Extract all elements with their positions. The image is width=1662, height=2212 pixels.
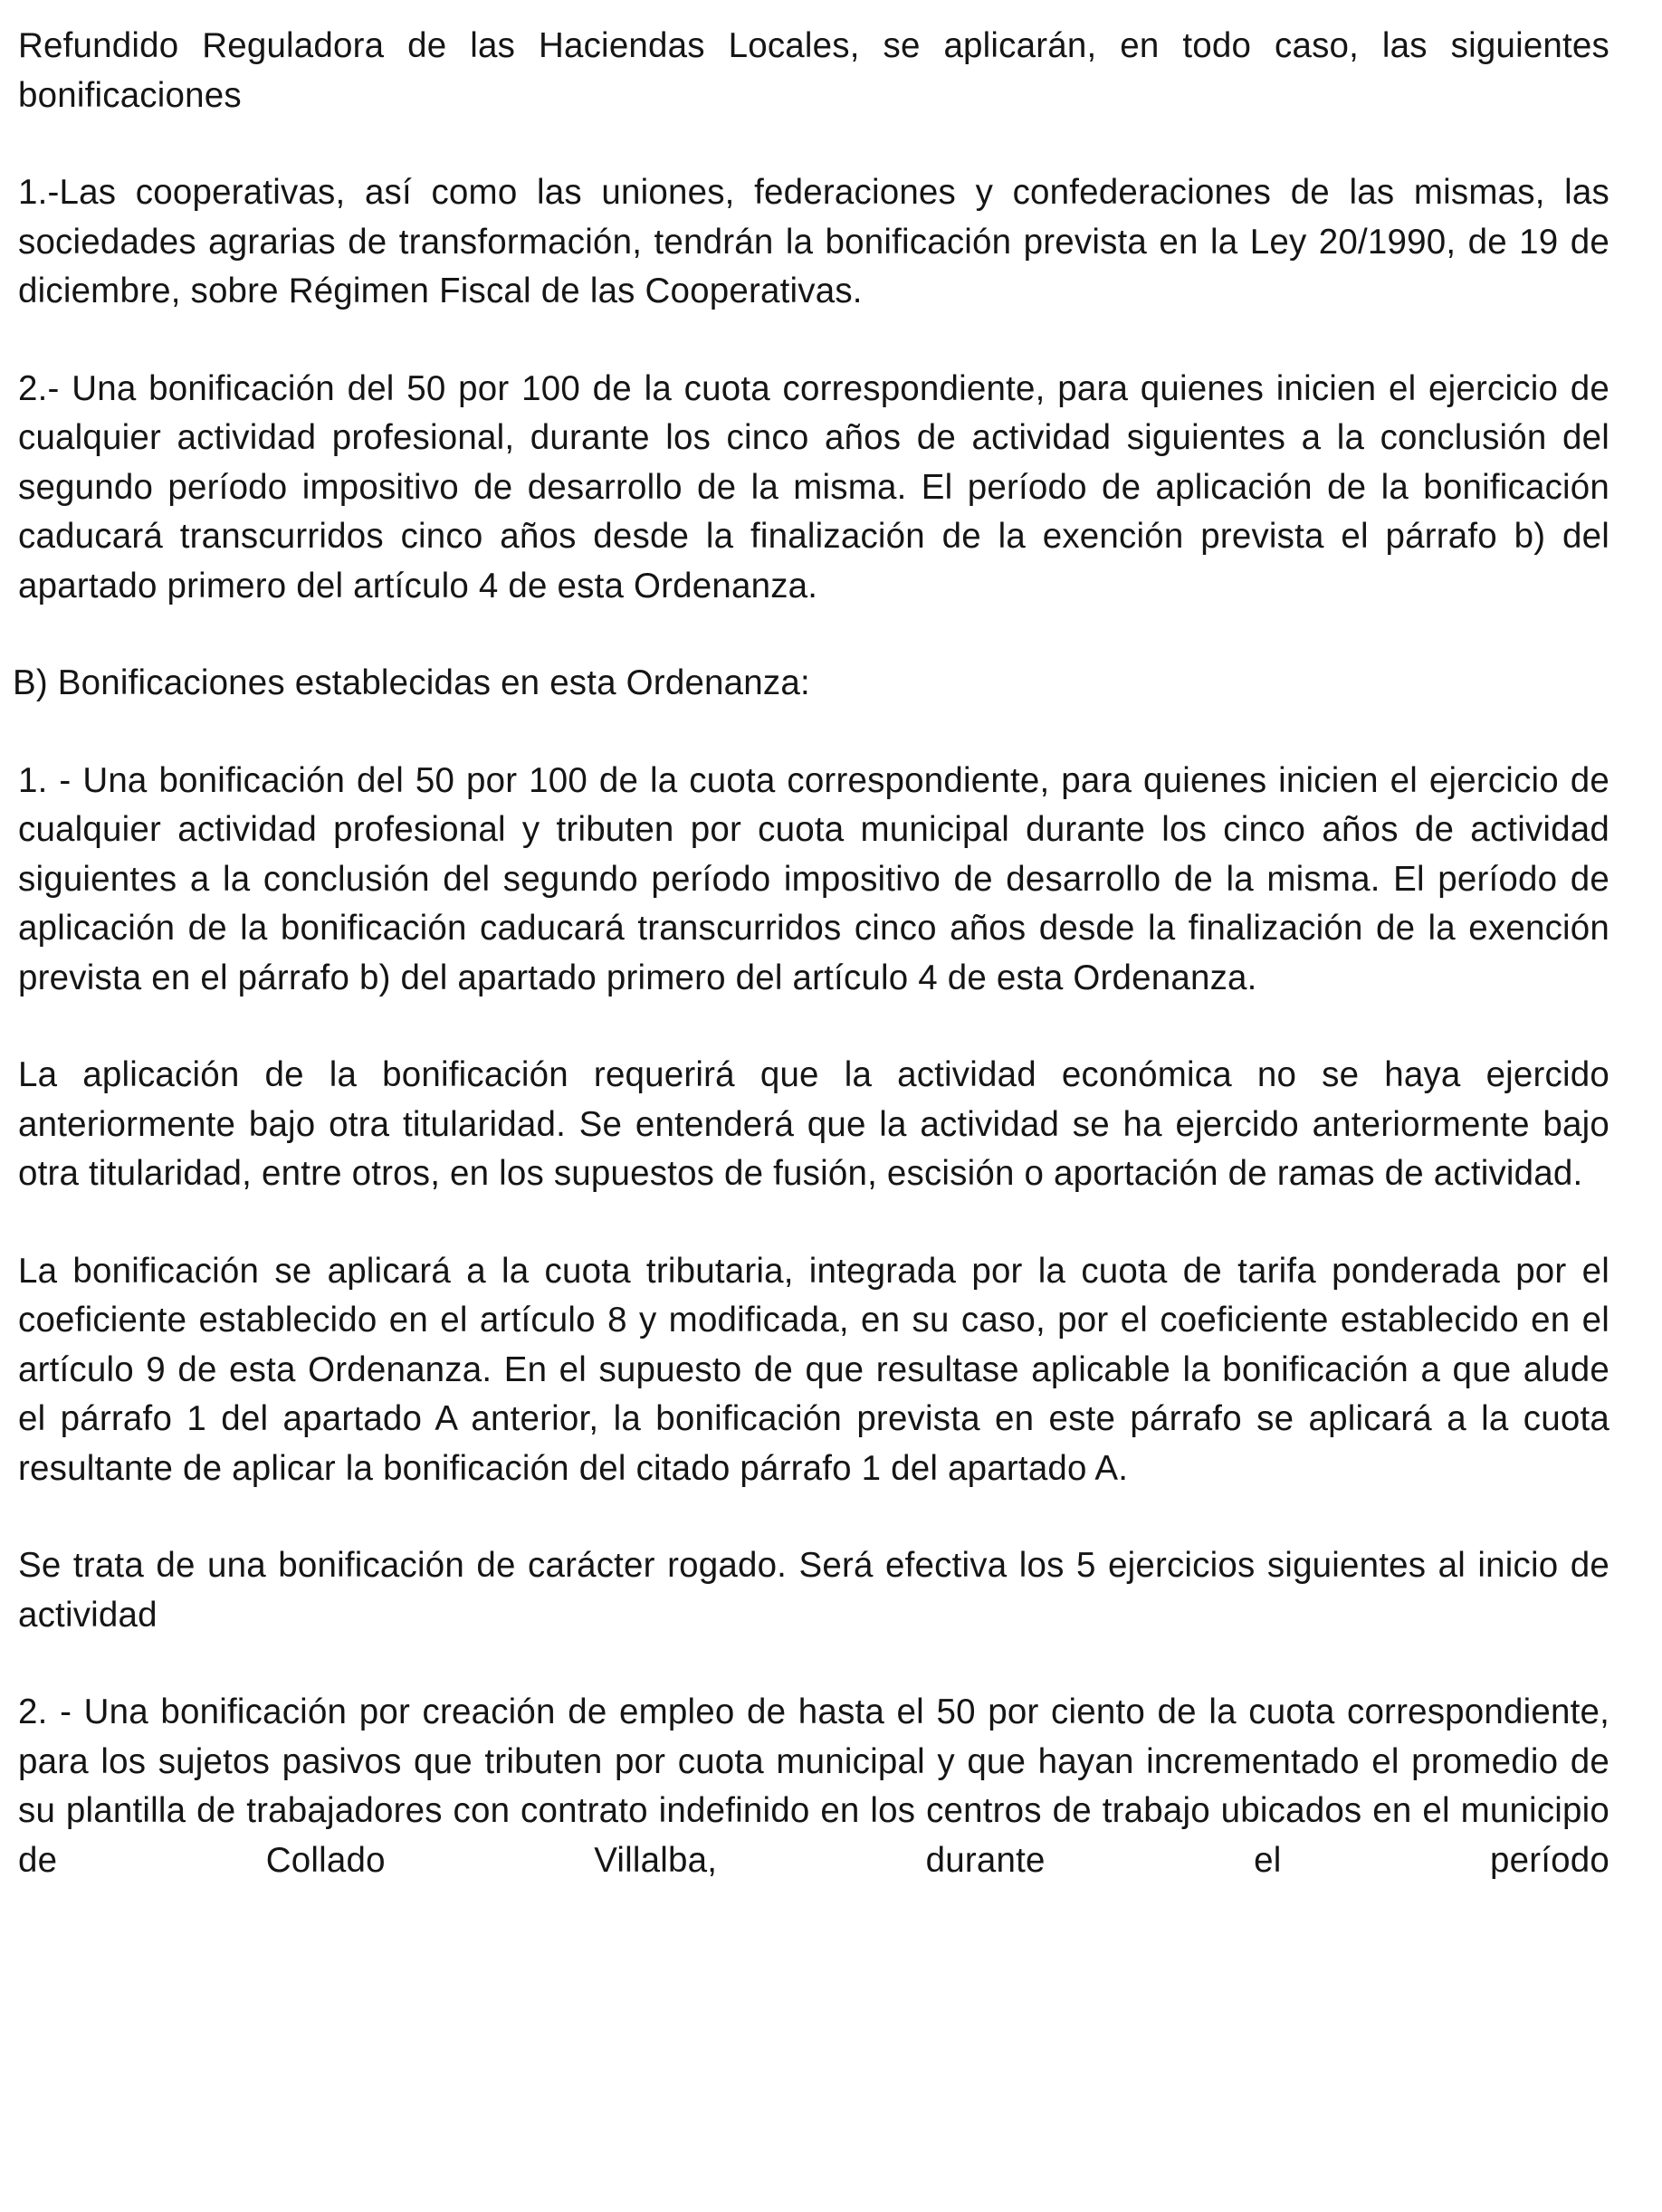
section-b-item-1-ownership-paragraph: La aplicación de la bonificación requerirá que la actividad económica no se haya ejercido anteriormente bajo otra titularidad. Se entenderá que la actividad se ha ejercido anteriormente bajo otra titularidad, entre otros, en los supuestos de fusión, escisión o aportación de ramas de actividad.: [18, 1055, 1609, 1193]
section-a-item-1-paragraph: 1.-Las cooperativas, así como las uniones, federaciones y confederaciones de las mismas, las sociedades agrarias de transformación, tendrán la bonificación prevista en la Ley 20/1990, de 19 de diciembre, sobre Régimen Fiscal de las Cooperativas.: [18, 173, 1609, 310]
section-b-item-1-quota-paragraph: La bonificación se aplicará a la cuota tributaria, integrada por la cuota de tarifa ponderada por el coeficiente establecido en el artículo 8 y modificada, en su caso, por el coeficiente establecido en el artículo 9 de esta Ordenanza. En el supuesto de que resultase aplicable la bonificación a que alude el párrafo 1 del apartado A anterior, la bonificación prevista en este párrafo se aplicará a la cuota resultante de aplicar la bonificación del citado párrafo 1 del apartado A.: [18, 1251, 1609, 1488]
section-b-item-1-effective-paragraph: Se trata de una bonificación de carácter rogado. Será efectiva los 5 ejercicios siguientes al inicio de actividad: [18, 1546, 1609, 1635]
intro-paragraph: Refundido Reguladora de las Haciendas Locales, se aplicarán, en todo caso, las siguientes bonificaciones: [18, 26, 1609, 115]
section-b-item-2-paragraph: 2. - Una bonificación por creación de empleo de hasta el 50 por ciento de la cuota correspondiente, para los sujetos pasivos que tributen por cuota municipal y que hayan incrementado el promedio de su plantilla de trabajadores con contrato indefinido en los centros de trabajo ubicados en el municipio de Collado Villalba, durante el período: [18, 1692, 1609, 1880]
section-b-heading: B) Bonificaciones establecidas en esta Ordenanza:: [13, 663, 810, 702]
document-page: [13, 22, 1609, 1933]
section-a-item-2-paragraph: 2.- Una bonificación del 50 por 100 de la cuota correspondiente, para quienes inicien el ejercicio de cualquier actividad profesional, durante los cinco años de actividad siguientes a la conclusión del segundo período impositivo de desarrollo de la misma. El período de aplicación de la bonificación caducará transcurridos cinco años desde la finalización de la exención prevista el párrafo b) del apartado primero del artículo 4 de esta Ordenanza.: [18, 368, 1609, 605]
section-b-item-1-paragraph: 1. - Una bonificación del 50 por 100 de la cuota correspondiente, para quienes inicien el ejercicio de cualquier actividad profesional y tributen por cuota municipal durante los cinco años de actividad siguientes a la conclusión del segundo período impositivo de desarrollo de la misma. El período de aplicación de la bonificación caducará transcurridos cinco años desde la finalización de la exención prevista en el párrafo b) del apartado primero del artículo 4 de esta Ordenanza.: [18, 760, 1609, 997]
